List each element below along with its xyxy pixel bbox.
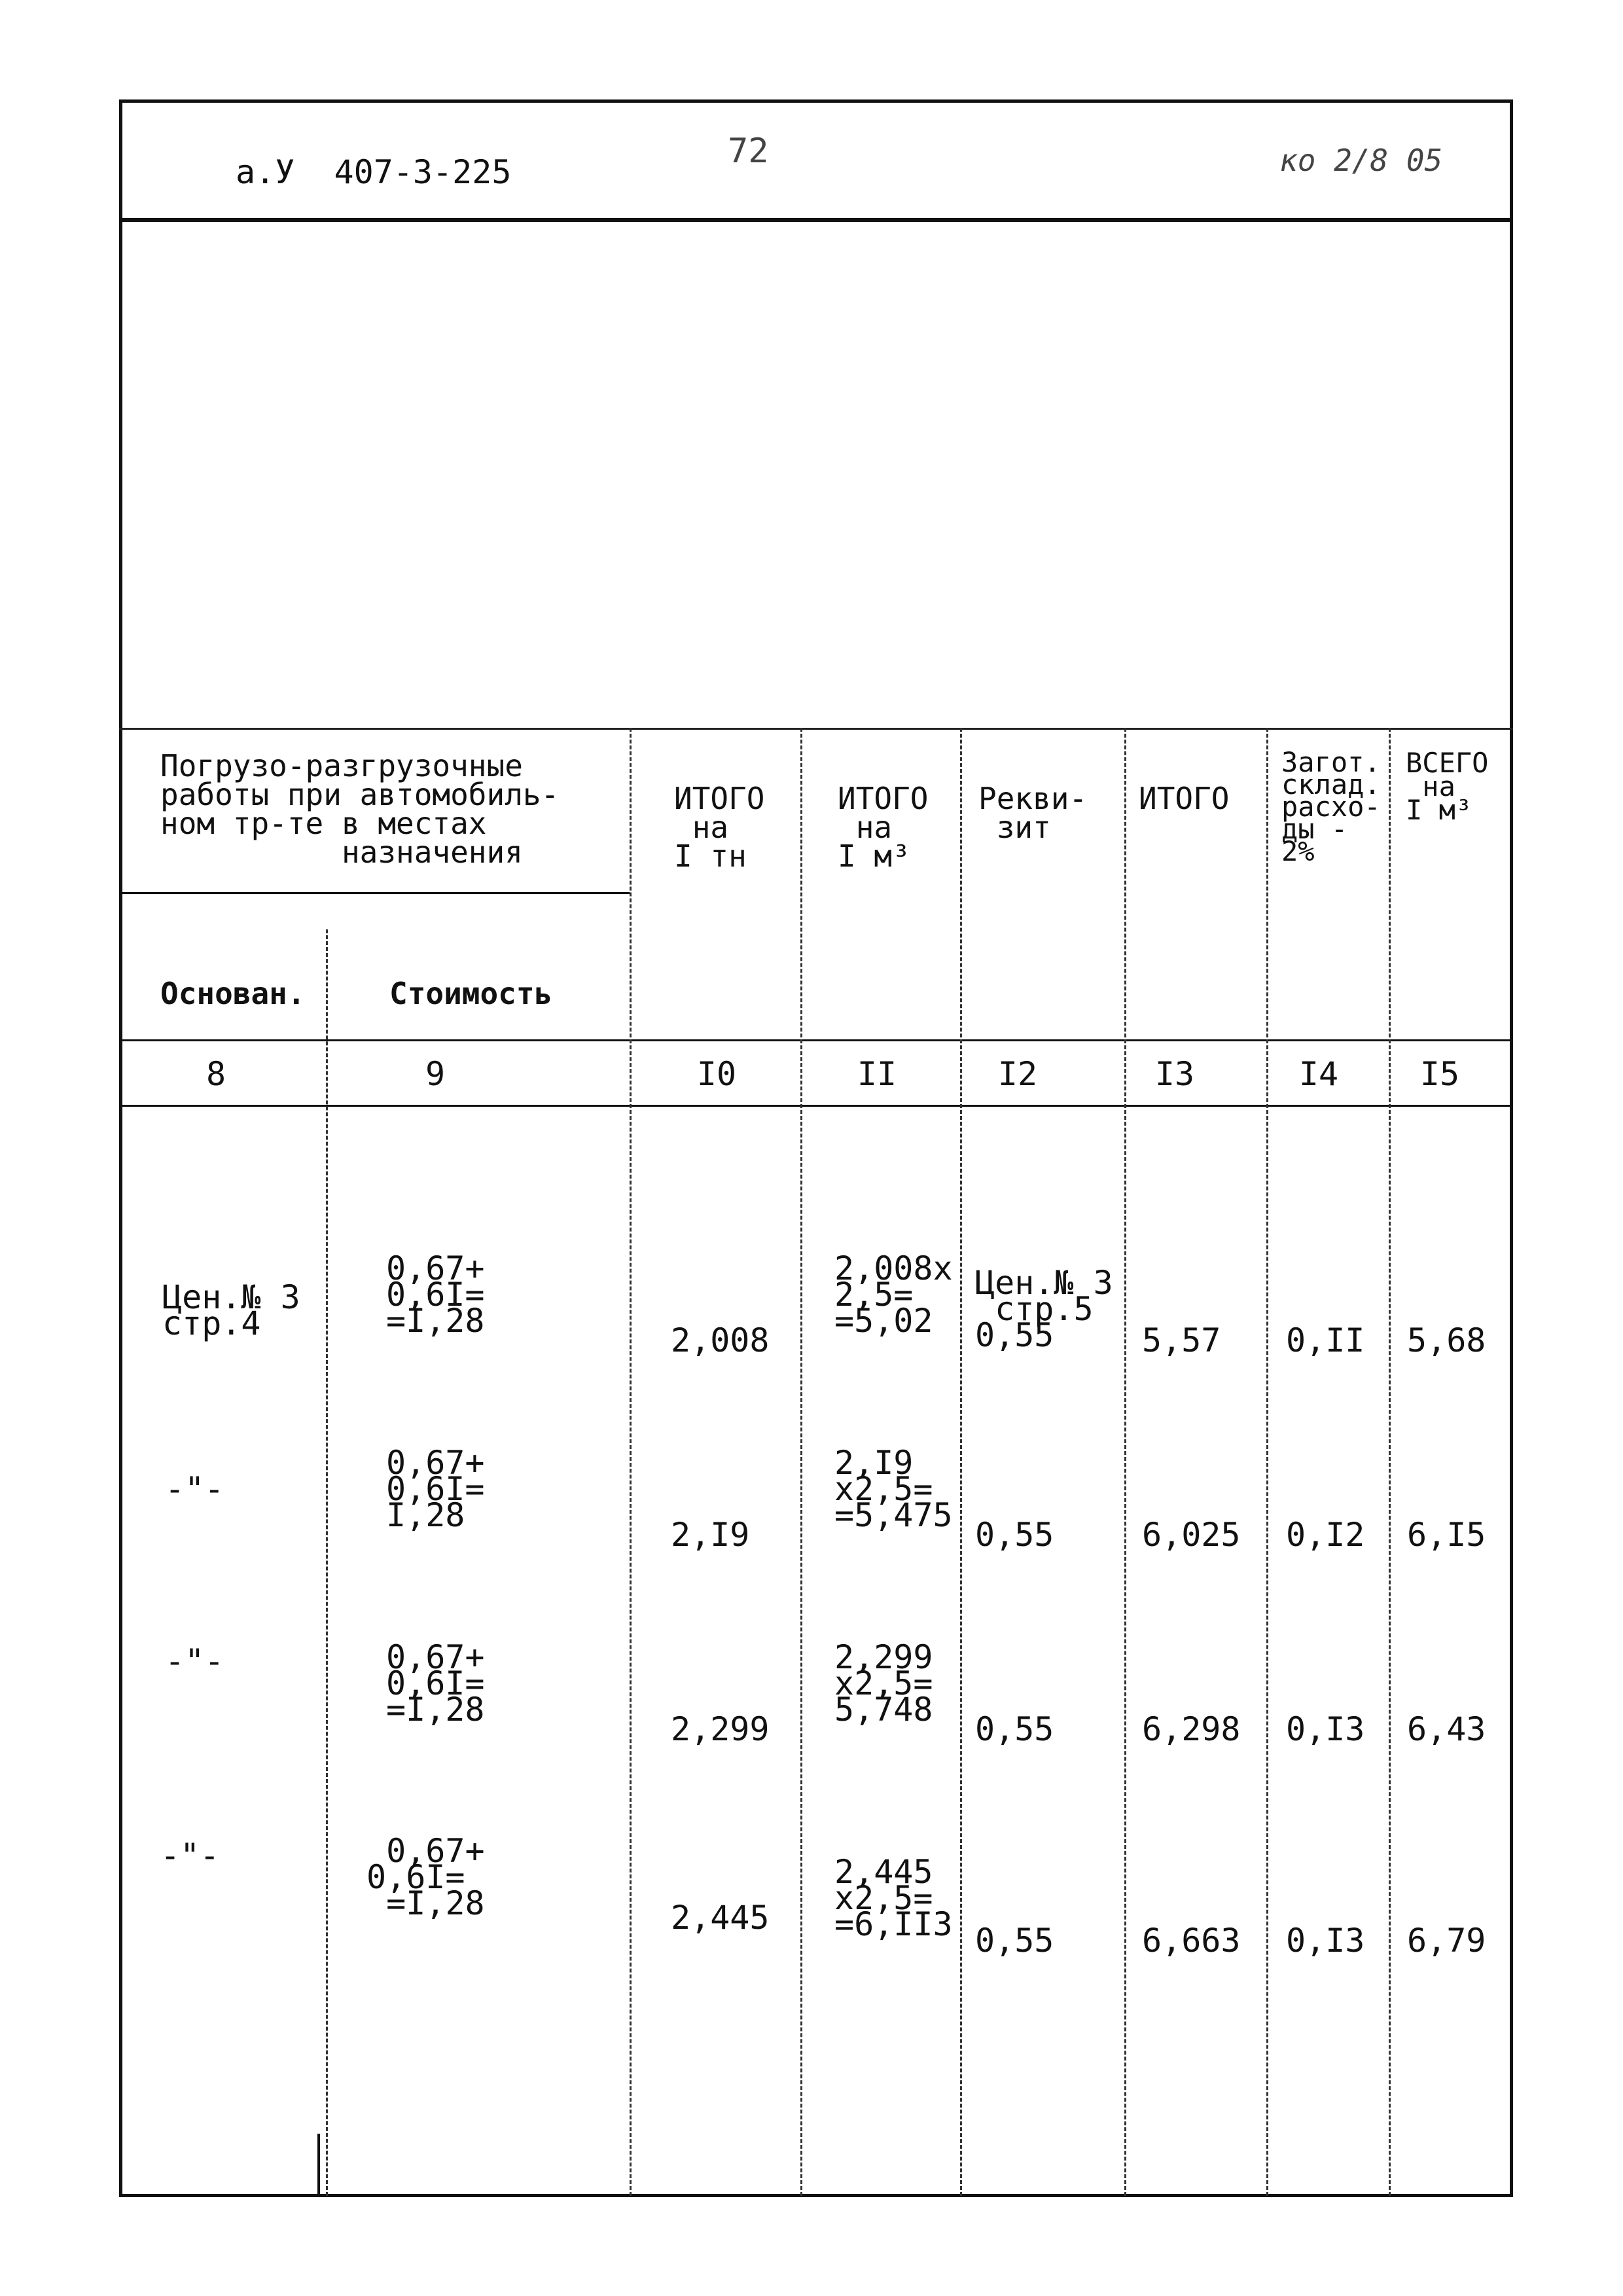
table-top-rule: [119, 728, 1513, 730]
archive-code: ко 2/8 05: [1279, 143, 1443, 178]
table-row-2-total-per-m3: 2,I9 х2,5= =5,475: [834, 1444, 953, 1534]
scan-mark: [317, 2134, 320, 2196]
table-row-2-requisite: 0,55: [975, 1516, 1054, 1554]
table-row-4-total: 6,663: [1142, 1922, 1241, 1960]
table-row-4-basis: -"-: [160, 1837, 220, 1874]
table-row-4-total-per-m3: 2,445 х2,5= =6,II3: [834, 1853, 953, 1943]
table-row-1-basis: Цен.№ 3 стр.4: [162, 1278, 300, 1342]
col-sep-10-11: [800, 728, 802, 2196]
col-sep-13-14: [1266, 728, 1268, 2196]
table-row-3-grand-total: 6,43: [1407, 1710, 1486, 1748]
table-row-2-cost: 0,67+ 0,6I= I,28: [386, 1444, 485, 1534]
table-row-2-total-per-ton: 2,I9: [671, 1516, 750, 1554]
col-number-10: I0: [696, 1055, 737, 1093]
col10-header: ИТОГО на I тн: [674, 781, 765, 874]
col13-header: ИТОГО: [1139, 781, 1230, 816]
table-row-3-total: 6,298: [1142, 1710, 1241, 1748]
page-number: 72: [728, 132, 769, 171]
table-row-3-total-per-ton: 2,299: [671, 1710, 770, 1748]
table-row-4-requisite: 0,55: [975, 1922, 1054, 1960]
col-number-11: II: [857, 1055, 897, 1093]
table-row-4-grand-total: 6,79: [1407, 1922, 1486, 1960]
col-sep-14-15: [1389, 728, 1391, 2196]
table-row-4-total-per-ton: 2,445: [671, 1899, 770, 1937]
table-row-1-requisite: Цен.№ 3 стр.5 0,55: [975, 1264, 1113, 1354]
table-row-3-total-per-m3: 2,299 х2,5= 5,748: [834, 1638, 933, 1729]
table-row-3-requisite: 0,55: [975, 1710, 1054, 1748]
table-row-3-procurement: 0,I3: [1286, 1710, 1365, 1748]
col-number-8: 8: [205, 1055, 226, 1093]
table-row-2-total: 6,025: [1142, 1516, 1241, 1554]
table-row-2-grand-total: 6,I5: [1407, 1516, 1486, 1554]
col-number-13: I3: [1154, 1055, 1195, 1093]
table-row-1-cost: 0,67+ 0,6I= =I,28: [386, 1249, 485, 1340]
title-block-divider: [119, 218, 1513, 222]
document-code: а.У 407-3-225: [236, 153, 512, 191]
table-row-3-cost: 0,67+ 0,6I= =I,28: [386, 1638, 485, 1729]
col-number-15: I5: [1419, 1055, 1460, 1093]
table-row-2-basis: -"-: [165, 1470, 224, 1508]
table-row-2-procurement: 0,I2: [1286, 1516, 1365, 1554]
group-header-underline: [119, 892, 630, 894]
col-sep-8-9: [326, 929, 328, 2196]
frame-top: [119, 99, 1513, 103]
table-row-1-total-per-ton: 2,008: [671, 1321, 770, 1359]
table-row-1-total: 5,57: [1142, 1321, 1221, 1359]
frame-left: [119, 99, 122, 2197]
col11-header: ИТОГО на I м³: [838, 781, 929, 874]
col-sep-9-10: [630, 728, 632, 2196]
col14-header: Загот. склад. расхо- ды - 2%: [1281, 746, 1381, 867]
table-row-1-procurement: 0,II: [1286, 1321, 1365, 1359]
table-row-1-grand-total: 5,68: [1407, 1321, 1486, 1359]
frame-right: [1510, 99, 1513, 2197]
col-sep-12-13: [1124, 728, 1126, 2196]
col12-header: Рекви- зит: [978, 781, 1088, 845]
group-header-loading-works: Погрузо-разгрузочные работы при автомобиль- ном тр-те в местах назначения: [160, 748, 560, 870]
col-sep-11-12: [960, 728, 962, 2196]
col-number-row-bottom: [119, 1105, 1513, 1107]
col-number-9: 9: [425, 1055, 446, 1093]
table-row-1-total-per-m3: 2,008х 2,5= =5,02: [834, 1249, 953, 1340]
col-number-row-top: [119, 1039, 1513, 1041]
table-row-4-cost: 0,67+ 0,6I= =I,28: [366, 1832, 485, 1922]
col-number-14: I4: [1298, 1055, 1339, 1093]
col15-header: ВСЕГО на I м³: [1406, 747, 1489, 826]
frame-bottom: [119, 2194, 1513, 2197]
col-number-12: I2: [997, 1055, 1038, 1093]
col8-header-basis: Основан.: [160, 976, 306, 1011]
table-row-3-basis: -"-: [165, 1642, 224, 1680]
col9-header-cost: Стоимость: [389, 976, 553, 1011]
table-row-4-procurement: 0,I3: [1286, 1922, 1365, 1960]
